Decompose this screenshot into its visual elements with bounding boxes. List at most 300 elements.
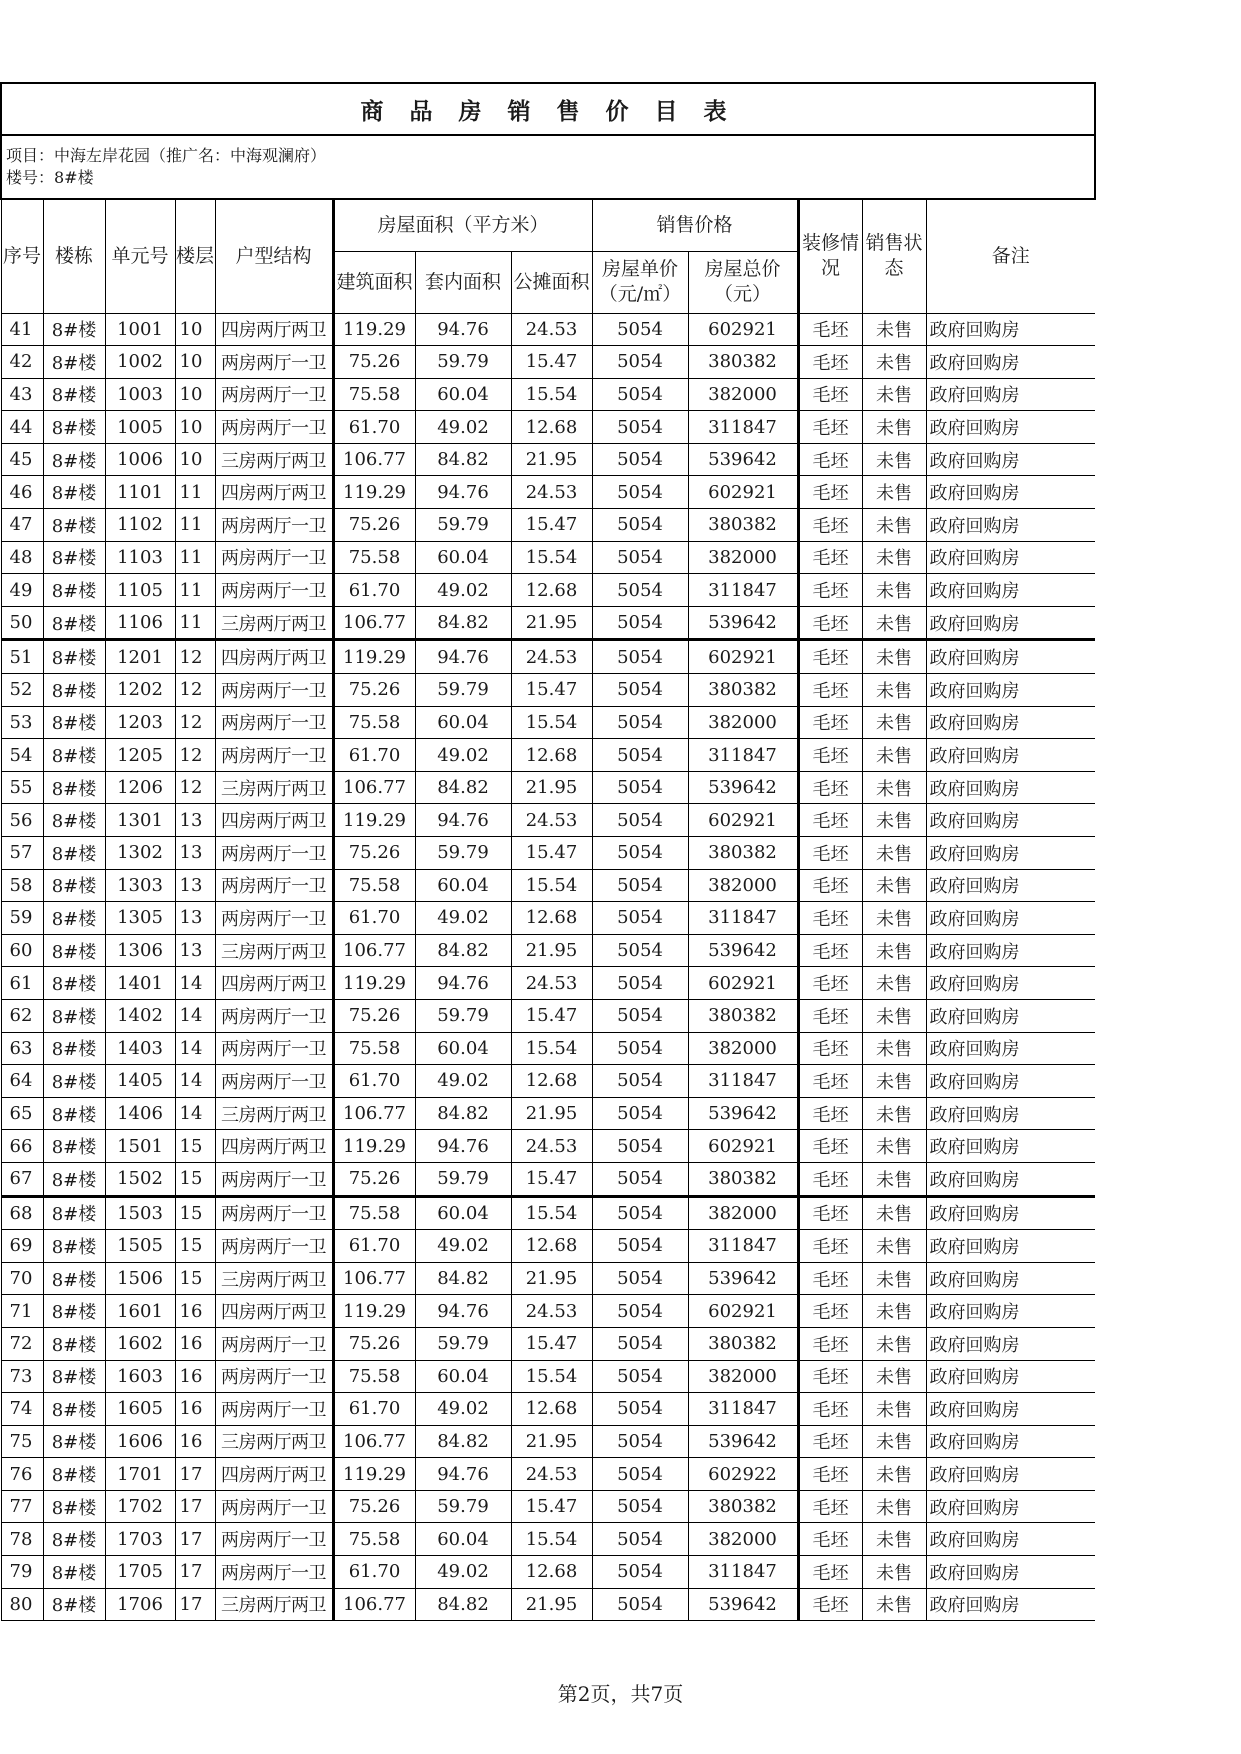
cell-inner-area: 84.82 (415, 606, 511, 640)
cell-seq: 77 (1, 1490, 43, 1523)
cell-unit-price: 5054 (592, 1196, 688, 1230)
cell-unit-price: 5054 (592, 1458, 688, 1491)
cell-decoration: 毛坯 (798, 804, 862, 837)
cell-status: 未售 (862, 1523, 926, 1556)
cell-building: 8#楼 (43, 1196, 105, 1230)
cell-notes: 政府回购房 (926, 443, 1095, 476)
cell-unit: 1306 (105, 934, 175, 967)
cell-notes: 政府回购房 (926, 1262, 1095, 1295)
cell-unit-price: 5054 (592, 1393, 688, 1426)
cell-inner-area: 59.79 (415, 1327, 511, 1360)
cell-total-price: 539642 (688, 443, 798, 476)
cell-unit-price: 5054 (592, 443, 688, 476)
header-gross-area: 建筑面积 (333, 251, 415, 313)
cell-notes: 政府回购房 (926, 674, 1095, 707)
cell-notes: 政府回购房 (926, 606, 1095, 640)
cell-status: 未售 (862, 509, 926, 542)
cell-gross-area: 75.58 (333, 1523, 415, 1556)
cell-gross-area: 119.29 (333, 804, 415, 837)
cell-building: 8#楼 (43, 411, 105, 444)
header-decoration: 装修情况 (798, 199, 862, 313)
cell-floor: 17 (175, 1490, 215, 1523)
cell-decoration: 毛坯 (798, 1295, 862, 1328)
table-row (1, 739, 1095, 772)
cell-layout: 两房两厅一卫 (215, 739, 333, 772)
cell-notes: 政府回购房 (926, 1393, 1095, 1426)
header-seq: 序号 (1, 199, 43, 313)
cell-inner-area: 59.79 (415, 509, 511, 542)
cell-unit-price: 5054 (592, 1360, 688, 1393)
cell-unit: 1502 (105, 1162, 175, 1196)
cell-building: 8#楼 (43, 674, 105, 707)
table-row (1, 1523, 1095, 1556)
project-info (1, 135, 1095, 199)
cell-seq: 48 (1, 541, 43, 574)
cell-unit-price: 5054 (592, 1097, 688, 1130)
cell-seq: 59 (1, 902, 43, 935)
cell-shared-area: 15.54 (511, 706, 592, 739)
cell-total-price: 380382 (688, 837, 798, 870)
cell-floor: 13 (175, 934, 215, 967)
cell-unit: 1702 (105, 1490, 175, 1523)
cell-decoration: 毛坯 (798, 313, 862, 346)
page-indicator: 第2页，共7页 (557, 1682, 684, 1706)
cell-floor: 16 (175, 1425, 215, 1458)
cell-gross-area: 119.29 (333, 640, 415, 674)
header-notes: 备注 (926, 199, 1095, 313)
cell-shared-area: 12.68 (511, 902, 592, 935)
cell-unit: 1202 (105, 674, 175, 707)
cell-building: 8#楼 (43, 1032, 105, 1065)
cell-unit: 1401 (105, 967, 175, 1000)
cell-total-price: 311847 (688, 1065, 798, 1098)
cell-floor: 15 (175, 1196, 215, 1230)
cell-layout: 四房两厅两卫 (215, 640, 333, 674)
cell-building: 8#楼 (43, 934, 105, 967)
cell-unit: 1103 (105, 541, 175, 574)
cell-seq: 64 (1, 1065, 43, 1098)
table-row (1, 1556, 1095, 1589)
cell-decoration: 毛坯 (798, 1523, 862, 1556)
cell-floor: 17 (175, 1556, 215, 1589)
cell-notes: 政府回购房 (926, 1360, 1095, 1393)
cell-layout: 两房两厅一卫 (215, 1393, 333, 1426)
cell-notes: 政府回购房 (926, 411, 1095, 444)
cell-unit: 1001 (105, 313, 175, 346)
cell-gross-area: 106.77 (333, 771, 415, 804)
cell-gross-area: 75.58 (333, 378, 415, 411)
cell-gross-area: 106.77 (333, 1425, 415, 1458)
cell-layout: 三房两厅两卫 (215, 443, 333, 476)
cell-total-price: 311847 (688, 1393, 798, 1426)
cell-status: 未售 (862, 1425, 926, 1458)
cell-total-price: 602921 (688, 313, 798, 346)
header-unit-price: 房屋单价（元/㎡） (592, 251, 688, 313)
cell-layout: 四房两厅两卫 (215, 804, 333, 837)
cell-building: 8#楼 (43, 313, 105, 346)
cell-building: 8#楼 (43, 1065, 105, 1098)
cell-layout: 两房两厅一卫 (215, 869, 333, 902)
cell-total-price: 539642 (688, 934, 798, 967)
cell-unit: 1402 (105, 999, 175, 1032)
cell-inner-area: 60.04 (415, 541, 511, 574)
table-row (1, 967, 1095, 1000)
cell-total-price: 539642 (688, 771, 798, 804)
table-row (1, 1425, 1095, 1458)
cell-shared-area: 21.95 (511, 1588, 592, 1621)
cell-decoration: 毛坯 (798, 1162, 862, 1196)
cell-decoration: 毛坯 (798, 1425, 862, 1458)
cell-notes: 政府回购房 (926, 771, 1095, 804)
cell-gross-area: 61.70 (333, 411, 415, 444)
cell-gross-area: 75.26 (333, 346, 415, 379)
cell-inner-area: 49.02 (415, 411, 511, 444)
cell-inner-area: 94.76 (415, 1295, 511, 1328)
cell-notes: 政府回购房 (926, 346, 1095, 379)
cell-unit: 1403 (105, 1032, 175, 1065)
document-title: 商 品 房 销 售 价 目 表 (1, 83, 1095, 135)
cell-decoration: 毛坯 (798, 1458, 862, 1491)
cell-building: 8#楼 (43, 346, 105, 379)
table-row (1, 837, 1095, 870)
cell-inner-area: 49.02 (415, 1065, 511, 1098)
cell-unit: 1305 (105, 902, 175, 935)
cell-seq: 57 (1, 837, 43, 870)
cell-decoration: 毛坯 (798, 1230, 862, 1263)
cell-unit-price: 5054 (592, 674, 688, 707)
cell-total-price: 602921 (688, 640, 798, 674)
cell-decoration: 毛坯 (798, 739, 862, 772)
cell-unit: 1101 (105, 476, 175, 509)
cell-seq: 51 (1, 640, 43, 674)
cell-decoration: 毛坯 (798, 1588, 862, 1621)
cell-gross-area: 75.58 (333, 541, 415, 574)
cell-floor: 14 (175, 1032, 215, 1065)
cell-building: 8#楼 (43, 706, 105, 739)
cell-status: 未售 (862, 1032, 926, 1065)
cell-shared-area: 21.95 (511, 1425, 592, 1458)
cell-building: 8#楼 (43, 1588, 105, 1621)
table-row (1, 1230, 1095, 1263)
cell-unit: 1303 (105, 869, 175, 902)
cell-unit: 1006 (105, 443, 175, 476)
cell-floor: 17 (175, 1523, 215, 1556)
cell-inner-area: 60.04 (415, 706, 511, 739)
cell-gross-area: 61.70 (333, 1230, 415, 1263)
cell-floor: 13 (175, 804, 215, 837)
cell-seq: 54 (1, 739, 43, 772)
cell-inner-area: 94.76 (415, 313, 511, 346)
cell-unit: 1102 (105, 509, 175, 542)
cell-notes: 政府回购房 (926, 1162, 1095, 1196)
cell-status: 未售 (862, 606, 926, 640)
cell-decoration: 毛坯 (798, 1393, 862, 1426)
table-row (1, 771, 1095, 804)
cell-total-price: 602922 (688, 1458, 798, 1491)
cell-notes: 政府回购房 (926, 1196, 1095, 1230)
header-area-group: 房屋面积（平方米） (333, 199, 592, 251)
cell-building: 8#楼 (43, 443, 105, 476)
cell-inner-area: 60.04 (415, 378, 511, 411)
cell-floor: 11 (175, 476, 215, 509)
cell-shared-area: 15.47 (511, 999, 592, 1032)
cell-status: 未售 (862, 378, 926, 411)
cell-inner-area: 94.76 (415, 640, 511, 674)
cell-unit-price: 5054 (592, 509, 688, 542)
cell-inner-area: 84.82 (415, 771, 511, 804)
cell-shared-area: 21.95 (511, 1097, 592, 1130)
cell-unit: 1201 (105, 640, 175, 674)
table-row (1, 1162, 1095, 1196)
cell-status: 未售 (862, 1097, 926, 1130)
header-price-group: 销售价格 (592, 199, 798, 251)
cell-building: 8#楼 (43, 739, 105, 772)
cell-total-price: 380382 (688, 674, 798, 707)
cell-layout: 两房两厅一卫 (215, 1162, 333, 1196)
cell-status: 未售 (862, 1230, 926, 1263)
cell-notes: 政府回购房 (926, 837, 1095, 870)
table-row (1, 1360, 1095, 1393)
cell-building: 8#楼 (43, 771, 105, 804)
cell-building: 8#楼 (43, 1230, 105, 1263)
cell-shared-area: 12.68 (511, 739, 592, 772)
cell-floor: 15 (175, 1230, 215, 1263)
cell-total-price: 382000 (688, 869, 798, 902)
cell-building: 8#楼 (43, 476, 105, 509)
cell-unit-price: 5054 (592, 378, 688, 411)
cell-status: 未售 (862, 999, 926, 1032)
cell-gross-area: 106.77 (333, 1588, 415, 1621)
cell-decoration: 毛坯 (798, 1327, 862, 1360)
cell-floor: 13 (175, 837, 215, 870)
cell-inner-area: 49.02 (415, 739, 511, 772)
cell-seq: 65 (1, 1097, 43, 1130)
cell-decoration: 毛坯 (798, 411, 862, 444)
cell-inner-area: 84.82 (415, 934, 511, 967)
cell-notes: 政府回购房 (926, 1556, 1095, 1589)
cell-floor: 11 (175, 606, 215, 640)
cell-decoration: 毛坯 (798, 476, 862, 509)
cell-building: 8#楼 (43, 1162, 105, 1196)
cell-inner-area: 94.76 (415, 1458, 511, 1491)
cell-floor: 16 (175, 1295, 215, 1328)
cell-notes: 政府回购房 (926, 574, 1095, 607)
cell-notes: 政府回购房 (926, 999, 1095, 1032)
cell-floor: 11 (175, 509, 215, 542)
table-row (1, 902, 1095, 935)
cell-unit: 1301 (105, 804, 175, 837)
table-row (1, 1458, 1095, 1491)
cell-shared-area: 15.54 (511, 1196, 592, 1230)
cell-unit-price: 5054 (592, 1588, 688, 1621)
cell-floor: 15 (175, 1130, 215, 1163)
cell-total-price: 311847 (688, 1230, 798, 1263)
cell-inner-area: 94.76 (415, 1130, 511, 1163)
table-row (1, 934, 1095, 967)
cell-building: 8#楼 (43, 804, 105, 837)
cell-seq: 71 (1, 1295, 43, 1328)
cell-shared-area: 24.53 (511, 640, 592, 674)
cell-total-price: 311847 (688, 902, 798, 935)
cell-unit-price: 5054 (592, 869, 688, 902)
cell-total-price: 539642 (688, 1262, 798, 1295)
cell-inner-area: 94.76 (415, 967, 511, 1000)
cell-unit-price: 5054 (592, 804, 688, 837)
cell-building: 8#楼 (43, 606, 105, 640)
table-row (1, 1588, 1095, 1621)
cell-decoration: 毛坯 (798, 378, 862, 411)
cell-seq: 45 (1, 443, 43, 476)
cell-gross-area: 106.77 (333, 606, 415, 640)
cell-building: 8#楼 (43, 1556, 105, 1589)
cell-unit-price: 5054 (592, 1032, 688, 1065)
table-row (1, 1032, 1095, 1065)
cell-notes: 政府回购房 (926, 1425, 1095, 1458)
table-row (1, 1097, 1095, 1130)
cell-notes: 政府回购房 (926, 1458, 1095, 1491)
cell-status: 未售 (862, 640, 926, 674)
cell-status: 未售 (862, 934, 926, 967)
cell-layout: 两房两厅一卫 (215, 378, 333, 411)
cell-decoration: 毛坯 (798, 1097, 862, 1130)
cell-layout: 两房两厅一卫 (215, 509, 333, 542)
header-building: 楼栋 (43, 199, 105, 313)
cell-notes: 政府回购房 (926, 934, 1095, 967)
cell-unit: 1505 (105, 1230, 175, 1263)
cell-floor: 16 (175, 1393, 215, 1426)
cell-unit-price: 5054 (592, 1065, 688, 1098)
cell-layout: 两房两厅一卫 (215, 1556, 333, 1589)
cell-total-price: 539642 (688, 1425, 798, 1458)
cell-gross-area: 75.26 (333, 674, 415, 707)
cell-decoration: 毛坯 (798, 706, 862, 739)
table-row (1, 674, 1095, 707)
cell-status: 未售 (862, 1327, 926, 1360)
cell-layout: 四房两厅两卫 (215, 476, 333, 509)
cell-layout: 两房两厅一卫 (215, 1327, 333, 1360)
cell-gross-area: 75.26 (333, 1162, 415, 1196)
cell-notes: 政府回购房 (926, 804, 1095, 837)
cell-shared-area: 15.47 (511, 509, 592, 542)
cell-shared-area: 24.53 (511, 967, 592, 1000)
cell-decoration: 毛坯 (798, 967, 862, 1000)
cell-gross-area: 75.58 (333, 869, 415, 902)
cell-unit: 1005 (105, 411, 175, 444)
cell-total-price: 311847 (688, 1556, 798, 1589)
cell-notes: 政府回购房 (926, 1588, 1095, 1621)
cell-inner-area: 59.79 (415, 674, 511, 707)
cell-seq: 47 (1, 509, 43, 542)
cell-status: 未售 (862, 541, 926, 574)
cell-seq: 44 (1, 411, 43, 444)
cell-gross-area: 75.26 (333, 1327, 415, 1360)
cell-unit-price: 5054 (592, 902, 688, 935)
cell-layout: 三房两厅两卫 (215, 1425, 333, 1458)
cell-seq: 58 (1, 869, 43, 902)
cell-unit: 1105 (105, 574, 175, 607)
cell-building: 8#楼 (43, 509, 105, 542)
cell-unit-price: 5054 (592, 999, 688, 1032)
cell-inner-area: 49.02 (415, 1393, 511, 1426)
cell-shared-area: 12.68 (511, 411, 592, 444)
cell-building: 8#楼 (43, 1425, 105, 1458)
cell-total-price: 311847 (688, 739, 798, 772)
cell-inner-area: 60.04 (415, 1360, 511, 1393)
cell-unit-price: 5054 (592, 541, 688, 574)
cell-layout: 两房两厅一卫 (215, 346, 333, 379)
cell-shared-area: 21.95 (511, 934, 592, 967)
cell-building: 8#楼 (43, 1262, 105, 1295)
cell-inner-area: 59.79 (415, 1162, 511, 1196)
cell-unit-price: 5054 (592, 706, 688, 739)
cell-gross-area: 75.26 (333, 999, 415, 1032)
cell-building: 8#楼 (43, 869, 105, 902)
cell-gross-area: 119.29 (333, 476, 415, 509)
cell-unit-price: 5054 (592, 1162, 688, 1196)
cell-decoration: 毛坯 (798, 771, 862, 804)
cell-shared-area: 15.47 (511, 1327, 592, 1360)
cell-gross-area: 75.58 (333, 1196, 415, 1230)
cell-floor: 10 (175, 346, 215, 379)
cell-seq: 56 (1, 804, 43, 837)
table-row (1, 804, 1095, 837)
cell-unit-price: 5054 (592, 1490, 688, 1523)
cell-unit: 1602 (105, 1327, 175, 1360)
cell-floor: 13 (175, 869, 215, 902)
table-row (1, 706, 1095, 739)
cell-unit: 1705 (105, 1556, 175, 1589)
cell-notes: 政府回购房 (926, 1490, 1095, 1523)
cell-shared-area: 24.53 (511, 313, 592, 346)
cell-gross-area: 75.26 (333, 509, 415, 542)
cell-notes: 政府回购房 (926, 1230, 1095, 1263)
table-row (1, 541, 1095, 574)
cell-layout: 三房两厅两卫 (215, 1588, 333, 1621)
table-row (1, 509, 1095, 542)
cell-unit-price: 5054 (592, 1262, 688, 1295)
cell-status: 未售 (862, 1360, 926, 1393)
cell-status: 未售 (862, 411, 926, 444)
cell-seq: 42 (1, 346, 43, 379)
cell-shared-area: 15.47 (511, 674, 592, 707)
cell-gross-area: 75.58 (333, 1360, 415, 1393)
cell-building: 8#楼 (43, 999, 105, 1032)
cell-unit: 1603 (105, 1360, 175, 1393)
cell-inner-area: 60.04 (415, 1196, 511, 1230)
cell-total-price: 380382 (688, 999, 798, 1032)
table-row (1, 411, 1095, 444)
cell-shared-area: 24.53 (511, 476, 592, 509)
cell-shared-area: 15.54 (511, 869, 592, 902)
table-row (1, 443, 1095, 476)
cell-decoration: 毛坯 (798, 902, 862, 935)
cell-floor: 12 (175, 706, 215, 739)
cell-shared-area: 15.54 (511, 1523, 592, 1556)
cell-notes: 政府回购房 (926, 378, 1095, 411)
cell-status: 未售 (862, 1196, 926, 1230)
table-row (1, 1393, 1095, 1426)
cell-floor: 14 (175, 1097, 215, 1130)
cell-floor: 12 (175, 739, 215, 772)
cell-status: 未售 (862, 1588, 926, 1621)
cell-total-price: 382000 (688, 1360, 798, 1393)
cell-gross-area: 61.70 (333, 1393, 415, 1426)
cell-gross-area: 106.77 (333, 1262, 415, 1295)
cell-seq: 73 (1, 1360, 43, 1393)
table-row (1, 476, 1095, 509)
cell-layout: 四房两厅两卫 (215, 1458, 333, 1491)
cell-layout: 两房两厅一卫 (215, 1032, 333, 1065)
